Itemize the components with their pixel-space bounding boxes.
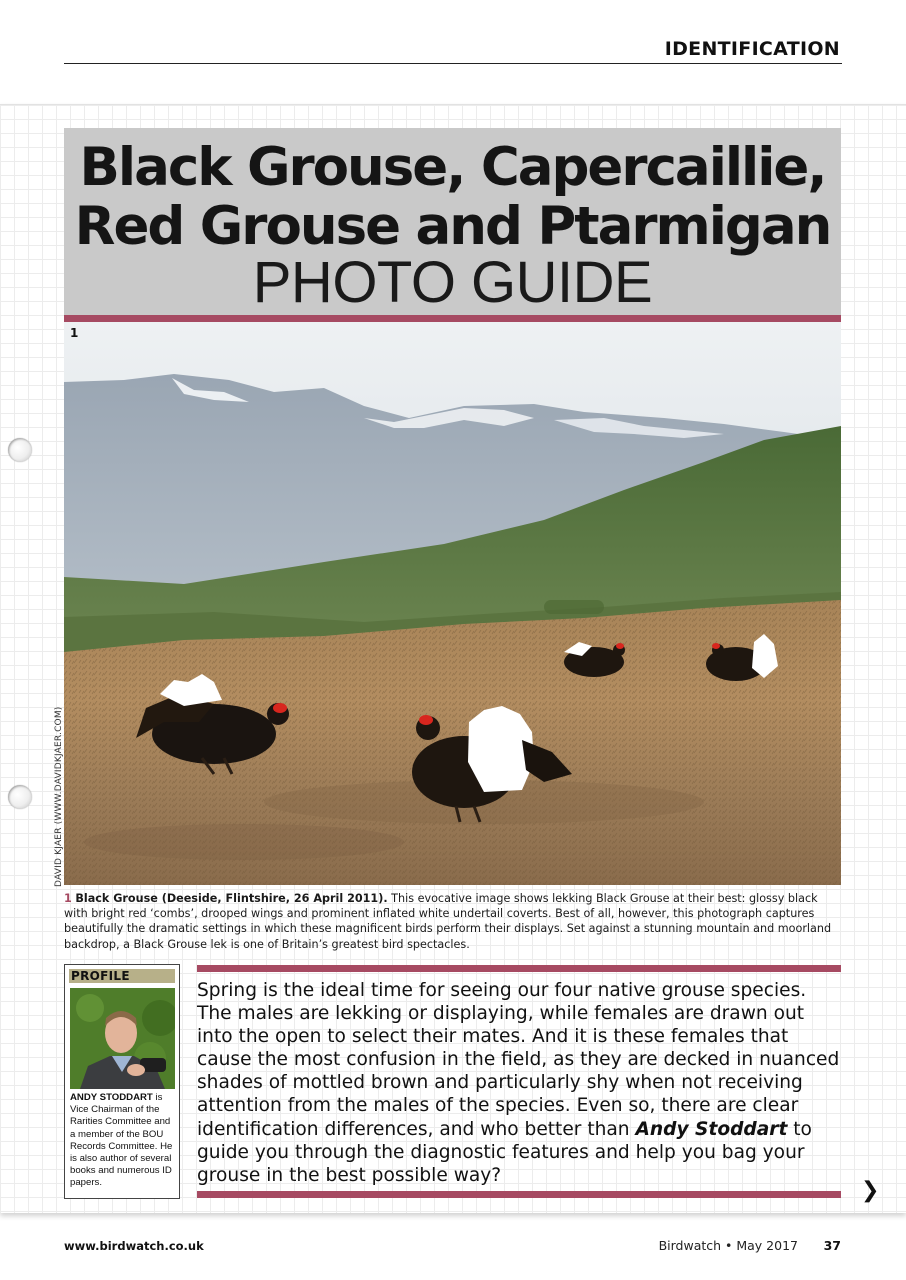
title-block [64, 128, 841, 315]
photo-caption [64, 891, 841, 952]
article-subtitle: PHOTO GUIDE [252, 250, 653, 315]
profile-name: ANDY STODDART [70, 1092, 153, 1103]
footer-website: www.birdwatch.co.uk [64, 1239, 204, 1253]
title-rule [64, 315, 841, 322]
intro-rule-top [197, 965, 841, 972]
caption-title: Black Grouse (Deeside, Flintshire, 26 April 2011). [75, 892, 388, 905]
author-portrait [70, 988, 175, 1089]
intro-rule-bottom [197, 1191, 841, 1198]
punch-hole-icon [8, 438, 32, 462]
lek-photo [64, 322, 841, 885]
black-grouse-far [564, 642, 625, 677]
title-line-2: Red Grouse and Ptarmigan [74, 196, 831, 257]
article-title [64, 138, 841, 256]
page-number: 37 [823, 1238, 841, 1253]
profile-heading: PROFILE [69, 969, 175, 983]
profile-bio-text: is Vice Chairman of the Rarities Committee and a member of the BOU Records Committee. He is also author of several books and numerous ID papers. [70, 1092, 173, 1189]
intro-author: Andy Stoddart [635, 1118, 788, 1140]
photo-credit: DAVID KJAER (WWW.DAVIDKJAER.COM) [54, 706, 64, 887]
next-page-arrow-icon: ❯ [861, 1178, 880, 1203]
intro-text-part-1: Spring is the ideal time for seeing our four native grouse species. The males are lekking or displaying, while females are drawn out into the open to select their mates. And it is these females that cause the most confusion in the field, as they are decked in nuanced shades of mottled brown and particularly shy when not receiving attention from the males of the species. Even so, there are clear identification differences, and who better than [197, 980, 840, 1140]
photo-number: 1 [70, 326, 79, 340]
intro-text-part-2: to guide you through the diagnostic features and help you bag your grouse in the best possible way? [197, 1118, 812, 1186]
profile-bio [70, 1092, 175, 1190]
profile-box [64, 964, 180, 1199]
author-photo [70, 988, 175, 1089]
footer-issue: Birdwatch • May 2017 [658, 1238, 798, 1253]
intro-paragraph [197, 979, 841, 1187]
title-line-1: Black Grouse, Capercaillie, [79, 137, 826, 198]
caption-text: This evocative image shows lekking Black Grouse at their best: glossy black with bright red ‘combs’, drooped wings and prominent inflated white undertail coverts. Best of all, however, this photograph captures beautifully the dramatic settings in which these magnificent birds perform their displays. Set against a stunning mountain and moorland backdrop, a Black Grouse lek is one of Britain’s greatest bird spectacles. [64, 892, 832, 951]
header-rule [64, 63, 842, 64]
section-label: IDENTIFICATION [664, 38, 840, 60]
lek-photo-illustration [64, 322, 841, 885]
caption-number: 1 [64, 892, 72, 905]
punch-hole-icon [8, 785, 32, 809]
